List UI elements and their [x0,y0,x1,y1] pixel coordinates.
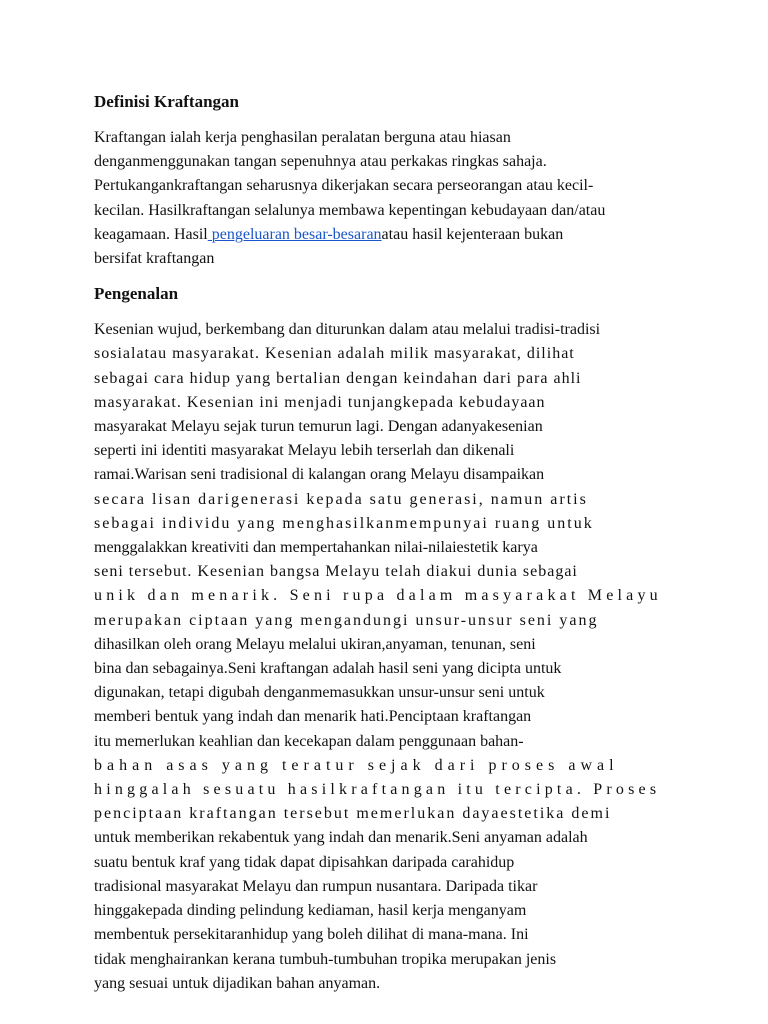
text-line: hinggalah sesuatu hasilkraftangan itu tercipta. Proses [94,781,661,799]
text-line: ramai.Warisan seni tradisional di kalangan orang Melayu disampaikan [94,466,545,484]
paragraph-definisi [94,126,674,271]
text-line: seperti ini identiti masyarakat Melayu lebih terserlah dan dikenali [94,442,515,460]
text-line: yang sesuai untuk dijadikan bahan anyaman. [94,974,381,992]
text-line: sebagai cara hidup yang bertalian dengan keindahan dari para ahli [94,369,582,387]
text-line: masyarakat Melayu sejak turun temurun lagi. Dengan adanyakesenian [94,418,543,436]
text-line: untuk memberikan rekabentuk yang indah dan menarik.Seni anyaman adalah [94,829,588,847]
heading-pengenalan: Pengenalan [94,284,179,304]
text-line: penciptaan kraftangan tersebut memerlukan dayaestetika demi [94,805,612,823]
text-line: suatu bentuk kraf yang tidak dapat dipisahkan daripada carahidup [94,853,515,871]
text-line: unik dan menarik. Seni rupa dalam masyarakat Melayu [94,587,662,605]
link-pengeluaran-besar-besaran[interactable]: pengeluaran besar-besaran [207,225,382,243]
text-line: masyarakat. Kesenian ini menjadi tunjangkepada kebudayaan [94,393,546,411]
text-line: sosialatau masyarakat. Kesenian adalah milik masyarakat, dilihat [94,345,575,363]
text-line: seni tersebut. Kesenian bangsa Melayu telah diakui dunia sebagai [94,563,578,581]
text-line [94,223,674,247]
text-line: denganmenggunakan tangan sepenuhnya atau perkakas ringkas sahaja. [94,153,547,171]
text-line: bersifat kraftangan [94,250,215,268]
text-line: bahan asas yang teratur sejak dari proses awal [94,756,619,774]
text-line: Kraftangan ialah kerja penghasilan peralatan berguna atau hiasan [94,129,511,146]
text-line: merupakan ciptaan yang mengandungi unsur-unsur seni yang [94,611,599,629]
text-line: digunakan, tetapi digubah denganmemasukkan unsur-unsur seni untuk [94,684,545,702]
text-line: hinggakepada dinding pelindung kediaman, hasil kerja menganyam [94,902,527,920]
text-line: tidak menghairankan kerana tumbuh-tumbuhan tropika merupakan jenis [94,950,557,968]
text-line: menggalakkan kreativiti dan mempertahankan nilai-nilaiestetik karya [94,539,538,557]
text-segment: atau hasil kejenteraan bukan [381,225,564,243]
paragraph-pengenalan [94,318,674,996]
text-line: Kesenian wujud, berkembang dan diturunkan dalam atau melalui tradisi-tradisi [94,321,601,339]
text-line: sebagai individu yang menghasilkanmempunyai ruang untuk [94,514,594,532]
text-line: bina dan sebagainya.Seni kraftangan adalah hasil seni yang dicipta untuk [94,660,562,678]
text-line: Pertukangankraftangan seharusnya dikerjakan secara perseorangan atau kecil- [94,177,594,195]
text-line: itu memerlukan keahlian dan kecekapan dalam penggunaan bahan- [94,732,524,750]
heading-definisi-kraftangan: Definisi Kraftangan [94,92,239,111]
text-line: memberi bentuk yang indah dan menarik hati.Penciptaan kraftangan [94,708,532,726]
text-line: secara lisan darigenerasi kepada satu generasi, namun artis [94,490,588,508]
text-line: tradisional masyarakat Melayu dan rumpun nusantara. Daripada tikar [94,877,538,895]
text-line: membentuk persekitaranhidup yang boleh dilihat di mana-mana. Ini [94,926,529,944]
text-line: dihasilkan oleh orang Melayu melalui ukiran,anyaman, tenunan, seni [94,635,536,653]
text-line: kecilan. Hasilkraftangan selalunya membawa kepentingan kebudayaan dan/atau [94,201,606,219]
text-segment: keagamaan. Hasil [94,225,208,243]
